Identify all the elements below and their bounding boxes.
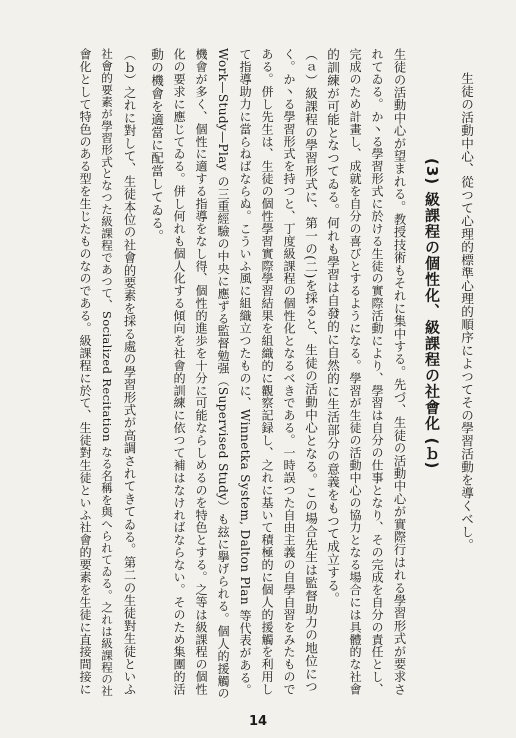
- text-line: れてゐる。か丶る學習形式に於ける生徒の實際活動により、學習は自分の仕事となり、その完成を自分の責任とし、: [370, 48, 384, 696]
- text-line: 生徒の活動中心が望まれる。教授技術もそれに集中する。先づ、生徒の活動中心が實際行はれる學習形式が要求さ: [392, 48, 406, 696]
- text-line: 的訓練が可能となつてゐる。何れも學習は自發的に自然的に生活部分の意義をもつて成立する。: [325, 48, 340, 605]
- text-line: 動の機會を適當に配當してゐる。: [149, 48, 164, 243]
- text-line: て指導助力に當らねばならぬ。こういふ風に組織立つたものに、Winnetka System, Dalton Plan 等代表がある。: [238, 48, 252, 697]
- text-line: 化の要求に應じてゐる。併し何れも個人化する傾向を社會的訓練に依つて補はなければならない。そのため集團的活: [172, 48, 186, 696]
- text-line: 社會的要素が學習形式となつた級課程であつて、Socialized Recitation なる名稱を與へられてゐる。之れは級課程の社: [100, 48, 114, 697]
- text-line: く。か丶る學習形式を持つと、丁度級課程の個性化となるべきである。一時誤つた自由主義の自學自習をみたもので: [282, 48, 296, 696]
- text-line: （ｂ）之れに對して、生徒本位の社會的要素を採る處の學習形式が高調されてきてゐる。第二の生徒對生徒といふ: [122, 48, 136, 696]
- section-heading: (3) 級課程の個性化、級課程の社會化 (ｂ): [423, 158, 441, 470]
- text-line: ある。併し先生は、生徒の個性學習實際學習結果を組織的に觀察記録し、之れに基いて積極的に個人的援觸を利用し: [260, 48, 274, 696]
- page-number: 14: [248, 714, 268, 729]
- text-line: （ａ）級課程の學習形式に、第一の(二)を採ると、生徒の活動中心となる。この場合先生は監督助力の地位につ: [303, 48, 318, 694]
- text-line: 完成のため計畫し、成就を自分の喜びとするようになる。學習が生徒の活動中心の協力となる場合には具體的な社會: [348, 48, 362, 696]
- text-line: 會化として特色のある型を生じたものなのである。級課程に於て、生徒對生徒といふ社會的要素を生徒に直接間接に: [78, 48, 92, 696]
- text-line: 機會が多く、個性に適する指導をなし得、個性的進歩を十分に可能ならしめるのを特色とする。之等は級課程の個性: [194, 48, 208, 696]
- text-line: Work—Study—Play の三重經驗の中央に應ずる監督勉强（Supervised Study）も玆に擧げられる。個人的援觸の: [216, 48, 230, 700]
- text-line: 生徒の活動中心、從つて心理的標準心理的順序によつてその學習活動を導くべし。: [459, 72, 474, 552]
